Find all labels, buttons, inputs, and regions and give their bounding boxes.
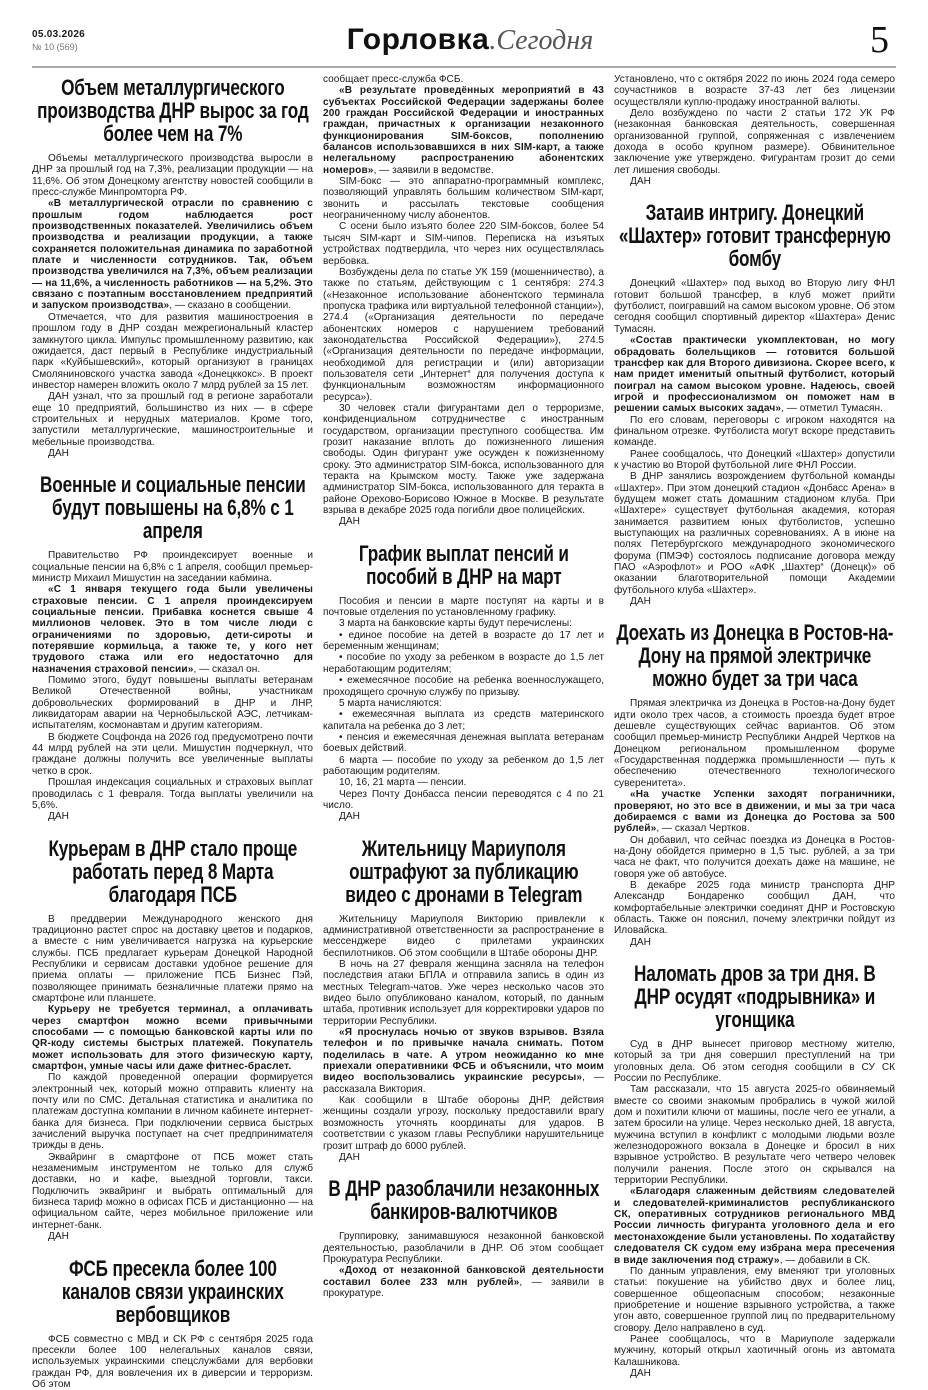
paragraph-text: , — сказано в сообщении. (169, 300, 291, 311)
article-paragraph (323, 755, 604, 778)
article-paragraph (32, 391, 313, 448)
paragraph-text: С осени было изъято более 220 SIM-боксов, более 54 тысяч SIM-карт и SIM-чипов. Переписка на изъятых устройствах подтвердила, что через них осуществлялась вербовка. (323, 221, 604, 266)
article-signature: ДАН (339, 811, 604, 822)
quote-text: Курьеру не требуется терминал, а оплачивать через смартфон можно всеми привычными способами — с помощью банковской карты или по QR-коду системы быстрых платежей. Покупатель может использовать для этого физическую карту, смартфон, умные часы или даже фитнес-браслет. (32, 1004, 313, 1072)
article-paragraph (32, 732, 313, 777)
paragraph-text: Дело возбуждено по части 2 статьи 172 УК РФ (незаконная банковская деятельность, совершенная организованной группой, сопряженная с извлечением дохода в особо крупном размере). Обвинительное заключение уже утверждено. Фигурантам грозит до семи лет лишения свободы. (614, 108, 895, 176)
article-paragraph (32, 153, 313, 198)
headline-text: Жительницу Мариуполя оштрафуют за публикацию видео с дронами в Telegram (323, 837, 604, 906)
article-paragraph (614, 698, 895, 789)
paragraph-text: • единое пособие на детей в возрасте до 17 лет и беременным женщинам; (323, 630, 604, 652)
paragraph-text: ФСБ совместно с МВД и СК РФ с сентября 2025 года пресекли более 100 нелегальных каналов связи, используемых украинскими спецслужбами для вербовки граждан РФ, для вовлечения их в диверсии и терроризм. Об этом (32, 1334, 313, 1390)
article-headline (32, 837, 313, 906)
article-paragraph (32, 198, 313, 311)
quote-text: «Я проснулась ночью от звуков взрывов. Взяла телефон и по привычке начала снимать. Потом поделилась в чате. А утром неожиданно ко мне приехали оперативники ФСБ и объяснили, что моим видео воспользовались украинские ресурсы» (323, 1027, 604, 1083)
paragraph-text: Пособия и пенсии в марте поступят на карты и в почтовые отделения по установленному графику. (323, 596, 604, 618)
article-paragraph (614, 74, 895, 108)
quote-text: «В результате проведённых мероприятий в 43 субъектах Российской Федерации задержаны более 200 граждан Российской Федерации и иностранных граждан, причастных к организации незаконного функционирования SIM-боксов, пополнению балансов использовавшихся в них SIM-карт, а также нелегальному распространению абонентских номеров» (323, 85, 604, 175)
paragraph-text: Возбуждены дела по статье УК 159 (мошенничество), а также по статьям, действующим с 1 сентября: 274.3 («Незаконное использование абонентского терминала пропуска трафика или виртуальной телефонной станции»), 274.4 («Организация деятельности по передаче абонентских номеров с нарушением требований законодательства Российской Федерации»), 274.5 («Организация деятельности по передаче информации, необходимой для регистрации и (или) авторизации пользователя сети „Интернет“ для получения доступа к функциональным возможностям информационного ресурса»). (323, 267, 604, 403)
paragraph-text: В бюджете Соцфонда на 2026 год предусмотрено почти 44 млрд рублей на эти цели. Мишустин подчеркнул, что граждане должны получить все увеличенные выплаты четко в срок. (32, 732, 313, 777)
paragraph-text: SIM-бокс — это аппаратно-программный комплекс, позволяющий управлять большим количеством SIM-карт, звонить и рассылать текстовые сообщения неограниченному числу абонентов. (323, 176, 604, 221)
article-paragraph (323, 959, 604, 1027)
article-paragraph (32, 675, 313, 732)
paragraph-text: Установлено, что с октября 2022 по июнь 2024 года семеро соучастников в возрасте 37-43 лет без лицензии осуществляли куплю-продажу иностранной валюты. (614, 74, 895, 108)
quote-text: «Состав практически укомплектован, но могу обрадовать болельщиков — готовится большой трансфер как для Второго дивизиона. Скорее всего, к нам придет именитый опытный футболист, который поиграл на самом высоком уровне. Надеюсь, своей игрой и профессионализмом он поможет нам в решении самых высоких задач» (614, 335, 895, 414)
column-1 (32, 74, 313, 1390)
paragraph-text: Суд в ДНР вынесет приговор местному жителю, который за три дня совершил преступлений на три уголовных дела. Об этом сегодня сообщили в СУ СК России по Республике. (614, 1039, 895, 1084)
issue-number: № 10 (569) (32, 42, 78, 52)
article-paragraph (323, 1265, 604, 1299)
article-paragraph (614, 880, 895, 937)
quote-text: «Доход от незаконной банковской деятельности составил более 233 млн рублей» (323, 1265, 604, 1287)
paragraph-text: Объемы металлургического производства выросли в ДНР за прошлый год на 7,3%, реализации продукции — на 11,6%. Об этом Донецкому агентству новостей сообщили в пресс-службе Минпромторга РФ. (32, 153, 313, 198)
article-paragraph (614, 1039, 895, 1084)
article-headline (614, 201, 895, 270)
paragraph-text: , — сказал он. (194, 664, 261, 675)
article-paragraph (323, 652, 604, 675)
paragraph-text: Отмечается, что для развития машиностроения в прошлом году в ДНР создан межрегиональный кластер замкнутого цикла. Импульс промышленному развитию, как ожидается, даст первый в Республике индустриальный парк «Куйбышевский», который организуют в границах Смоляниновского участка завода «Донецккокс». В проект инвестор намерен вложить около 7 млрд рублей за 15 лет. (32, 312, 313, 391)
issue-date: 05.03.2026 (32, 29, 85, 40)
paragraph-text: Как сообщили в Штабе обороны ДНР, действия женщины создали угрозу, поскольку предоставили врагу возможность уточнять координаты для ударов. В соответствии с указом главы Республики нарушительнице грозит штраф до 6000 рублей. (323, 1095, 604, 1151)
headline-text: ФСБ пресекла более 100 каналов связи украинских вербовщиков (32, 1257, 313, 1326)
article-paragraph (32, 312, 313, 391)
headline-text: В ДНР разоблачили незаконных банкиров-валютчиков (323, 1177, 604, 1223)
article-headline (614, 621, 895, 690)
headline-text: Затаив интригу. Донецкий «Шахтер» готовит трансферную бомбу (614, 201, 895, 270)
page-number: 5 (870, 20, 889, 60)
article-paragraph (323, 732, 604, 755)
paragraph-text: Жительницу Мариуполя Викторию привлекли к административной ответственности за распространение в мессенджере видео с прилетами украинских беспилотников. Об этом сообщили в Штабе обороны ДНР. (323, 914, 604, 959)
paragraph-text: В ДНР занялись возрождением футбольной команды «Шахтер». При этом донецкий стадион «Донбасс Арена» в будущем может стать домашним стадионом клуба. При «Шахтере» существует футбольная академия, которая занимается развитием юных футболистов, успешно выступающих на различных соревнованиях. А в июне на полях Петербургского международного экономического форума (ПМЭФ) состоялось подписание договора между ПАО «Аэрофлот» и РОО «АФК „Шахтер“ (Донецк)» об оказании благотворительной помощи Академии футбольного клуба «Шахтер». (614, 471, 895, 595)
article-paragraph (323, 1231, 604, 1265)
article-paragraph (32, 550, 313, 584)
article-paragraph (323, 789, 604, 812)
paragraph-text: В ночь на 27 февраля женщина засняла на телефон последствия атаки БПЛА и отправила запись в один из местных Telegram-чатов. Уже через несколько часов это видео было опубликовано каналом, который, по данным штаба, противник использует для корректировки ударов по территории Республики. (323, 959, 604, 1027)
article-paragraph (32, 1334, 313, 1390)
article-paragraph (614, 335, 895, 414)
paragraph-text: сообщает пресс-служба ФСБ. (323, 74, 463, 85)
article-paragraph (32, 777, 313, 811)
headline-text: График выплат пенсий и пособий в ДНР на март (323, 542, 604, 588)
paragraph-text: • ежемесячное пособие на ребенка военнослужащего, проходящего срочную службу по призыву. (323, 675, 604, 697)
article-signature: ДАН (48, 1231, 313, 1242)
article-paragraph (323, 777, 604, 788)
paragraph-text: В декабре 2025 года министр транспорта ДНР Александр Бондаренко сообщил ДАН, что комфортабельные электрички соединят ДНР и Ростовскую область. Также он пояснил, почему электрички пойдут из Иловайска. (614, 880, 895, 936)
article-paragraph (32, 1072, 313, 1151)
article-paragraph (323, 698, 604, 709)
quote-text: «В металлургической отрасли по сравнению с прошлым годом наблюдается рост производственных показателей. Увеличились объем производства и реализации продукции, а также сохраняется положительная динамика по заработной плате и численности сотрудников. Так, объем производства увеличился на 7,3%, объем реализации — на 11,6%, а численность работников — на 5,2%. Это связано с поэтапным восстановлением предприятий и запуском производства» (32, 198, 313, 311)
article-headline (32, 1257, 313, 1326)
headline-text: Курьерам в ДНР стало проще работать перед 8 Марта благодаря ПСБ (32, 837, 313, 906)
article-paragraph (614, 471, 895, 596)
masthead-sub: .Сегодня (489, 25, 593, 56)
paragraph-text: По данным управления, ему вменяют три уголовных статьи: покушение на убийство двух и более лиц, совершенное общеопасным способом; незаконные приобретение и ношение взрывного устройства, а также угон авто, совершенное группой лиц по предварительному сговору. Дело направлено в суд. (614, 1266, 895, 1334)
article-signature: ДАН (339, 1152, 604, 1163)
paragraph-text: Там рассказали, что 15 августа 2025-го обвиняемый вместе со своими знакомым пробрались в чужой жилой дом и похитили ключи от машины, после чего ее угнали, а затем бросили на улице. Через несколько дней, 18 августа, мужчина вступил в конфликт с молодыми людьми возле железнодорожного вокзала в Донецке и бросил в них взрывное устройство. В результате чего четверо человек получили ранения. После этого он скрывался на территории Республики. (614, 1084, 895, 1186)
paragraph-text: Он добавил, что сейчас поездка из Донецка в Ростов-на-Дону обойдется примерно в 1,5 тыс. рублей, а за три часа не факт, что получится доехать даже на машине, не говоря уже об автобусе. (614, 835, 895, 880)
article-paragraph (32, 914, 313, 1005)
paragraph-text: Ранее сообщалось, что Донецкий «Шахтер» допустили к участию во Второй футбольной лиге ФНЛ России. (614, 449, 895, 471)
paragraph-text: 5 марта начисляются: (339, 698, 442, 709)
article-paragraph (323, 630, 604, 653)
paragraph-text: Прямая электричка из Донецка в Ростов-на-Дону будет идти около трех часов, а стоимость проезда будет втрое дешевле существующих сейчас вариантов. Об этом сообщил премьер-министр Республики Андрей Чертков на Донецком региональном промышленном форуме «Государственная поддержка промышленности — путь к обеспечению отечественного технологического суверенитета». (614, 698, 895, 788)
article-paragraph (323, 221, 604, 266)
headline-text: Военные и социальные пенсии будут повышены на 6,8% с 1 апреля (32, 473, 313, 542)
quote-text: «Благодаря слаженным действиям следователей и следователей-криминалистов республиканского СК, оперативных сотрудников регионального МВД России личность фигуранта уголовного дела и его местонахождение были установлены. По ходатайству следователя СК судом ему избрана мера пресечения в виде заключения под стражу» (614, 1186, 895, 1265)
article-headline (32, 76, 313, 145)
masthead-main: Горловка (347, 23, 490, 56)
paragraph-text: , — сказал Чертков. (656, 823, 749, 834)
quote-text: «С 1 января текущего года были увеличены страховые пенсии. С 1 апреля проиндексируем социальные пенсии. Прибавка коснется свыше 4 миллионов человек. Это в том числе люди с ограничениями по здоровью, дети-сироты и потерявшие кормильца, а также те, у кого нет трудового стажа или его недостаточно для назначения страховой пенсии» (32, 584, 313, 674)
article-paragraph (614, 278, 895, 335)
article-headline (614, 962, 895, 1031)
article-headline (323, 542, 604, 588)
article-paragraph (323, 1095, 604, 1152)
article-paragraph (323, 85, 604, 176)
paragraph-text: В преддверии Международного женского дня традиционно растет спрос на доставку цветов и подарков, а вместе с ним увеличивается нагрузка на курьерские службы. ПСБ предлагает курьерам Донецкой Народной Республики и сервисам доставки удобное решение для приема оплаты — приложение ПСБ Бизнес Пэй, позволяющее принимать безналичные платежи прямо на смартфоне или планшете. (32, 914, 313, 1004)
paragraph-text: Правительство РФ проиндексирует военные и социальные пенсии на 6,8% с 1 апреля, сообщил премьер-министр Михаил Мишустин на заседании кабмина. (32, 550, 313, 584)
header-divider (32, 66, 896, 68)
article-paragraph (614, 1186, 895, 1265)
article-paragraph (323, 74, 604, 85)
article-paragraph (323, 709, 604, 732)
paragraph-text: Прошлая индексация социальных и страховых выплат проводилась с 1 февраля. Тогда выплаты увеличили на 5,6%. (32, 777, 313, 811)
article-paragraph (323, 1027, 604, 1095)
article-headline (323, 837, 604, 906)
article-paragraph (32, 1152, 313, 1231)
paragraph-text: , — заявили в прокуратуре. (323, 1277, 604, 1299)
article-signature: ДАН (630, 1368, 895, 1379)
article-paragraph (614, 789, 895, 834)
paragraph-text: По его словам, переговоры с игроком находятся на финальном отрезке. Футболиста могут вскоре представить команде. (614, 415, 895, 449)
quote-text: «На участке Успенки заходят пограничники, проверяют, но это все в движении, и мы за три часа добираемся с вами из Донецка до Ростова за 500 рублей» (614, 789, 895, 834)
article-paragraph (323, 176, 604, 221)
masthead-logo (300, 22, 640, 59)
article-paragraph (323, 596, 604, 619)
article-paragraph (32, 1004, 313, 1072)
paragraph-text: , — рассказала Виктория. (323, 1072, 604, 1094)
article-signature: ДАН (48, 811, 313, 822)
headline-text: Объем металлургического производства ДНР вырос за год более чем на 7% (32, 76, 313, 145)
article-paragraph (614, 415, 895, 449)
paragraph-text: , — заявили в ведомстве. (374, 165, 494, 176)
headline-text: Наломать дров за три дня. В ДНР осудят «подрывника» и угонщика (614, 962, 895, 1031)
article-paragraph (614, 449, 895, 472)
paragraph-text: По каждой проведенной операции формируется электронный чек, который можно отправить клиенту на почту или по СМС. Детальная статистика и аналитика по платежам доступна компании в личном кабинете интернет-банка для бизнеса. При подключении сервиса быстрых зачислений выручка поступает на счет предпринимателя трижды в день. (32, 1072, 313, 1151)
paragraph-text: , — добавили в СК. (780, 1255, 871, 1266)
article-headline (323, 1177, 604, 1223)
article-paragraph (323, 618, 604, 629)
paragraph-text: Группировку, занимавшуюся незаконной банковской деятельностью, разоблачили в ДНР. Об этом сообщает Прокуратура Республики. (323, 1231, 604, 1265)
article-headline (32, 473, 313, 542)
article-paragraph (323, 403, 604, 516)
headline-text: Доехать из Донецка в Ростов-на-Дону на прямой электричке можно будет за три часа (614, 621, 895, 690)
paragraph-text: Помимо этого, будут повышены выплаты ветеранам Великой Отечественной войны, участникам добровольческих формирований в ДНР и ЛНР, ликвидаторам аварии на Чернобыльской АЭС, летчикам-испытателям, космонавтам и другим категориям. (32, 675, 313, 731)
paragraph-text: ДАН узнал, что за прошлый год в регионе заработали еще 10 предприятий, большинство из них — в сфере строительных и нерудных материалов. Кроме того, запустили металлургические, машиностроительные и мебельные производства. (32, 391, 313, 447)
paragraph-text: • пособие по уходу за ребенком в возрасте до 1,5 лет неработающим родителям; (323, 652, 604, 674)
article-paragraph (614, 108, 895, 176)
article-paragraph (614, 1334, 895, 1368)
paragraph-text: • ежемесячная выплата из средств материнского капитала на ребенка до 3 лет; (323, 709, 604, 731)
paragraph-text: Через Почту Донбасса пенсии переводятся с 4 по 21 число. (323, 789, 604, 811)
paragraph-text: 10, 16, 21 марта — пенсии. (339, 777, 466, 788)
paragraph-text: 30 человек стали фигурантами дел о терроризме, конфиденциальном сотрудничестве с иностранным государством, организации преступного сообщества. Им грозит наказание вплоть до пожизненного лишения свободы. Один фигурант уже осужден к пожизненному сроку. Это администратор SIM-бокса, использованного для теракта на Крымском мосту. Также уже задержана администратор SIM-бокса, использованного для теракта в районе Орехово-Борисово Южное в Москве. В результате взрыва в декабре 2025 года погибли двое полицейских. (323, 403, 604, 516)
article-signature: ДАН (630, 176, 895, 187)
article-signature: ДАН (630, 596, 895, 607)
column-2 (323, 74, 604, 1299)
column-3 (614, 74, 895, 1383)
article-paragraph (323, 267, 604, 403)
paragraph-text: Донецкий «Шахтер» под выход во Вторую лигу ФНЛ готовит большой трансфер, в клуб может прийти футболист, поигравший на самом высоком уровне. Об этом сегодня сообщил спортивный директор «Шахтера» Денис Тумасян. (614, 278, 895, 334)
article-signature: ДАН (339, 516, 604, 527)
article-signature: ДАН (48, 448, 313, 459)
paragraph-text: 6 марта — пособие по уходу за ребенком до 1,5 лет работающим родителям. (323, 755, 604, 777)
article-paragraph (32, 584, 313, 675)
paragraph-text: • пенсия и ежемесячная денежная выплата ветеранам боевых действий. (323, 732, 604, 754)
paragraph-text: 3 марта на банковские карты будут перечислены: (339, 618, 572, 629)
paragraph-text: Ранее сообщалось, что в Мариуполе задержали мужчину, который открыл хаотичный огонь из автомата Калашникова. (614, 1334, 895, 1368)
paragraph-text: , — отметил Тумасян. (781, 403, 883, 414)
article-paragraph (614, 1084, 895, 1186)
article-paragraph (323, 675, 604, 698)
article-signature: ДАН (630, 937, 895, 948)
article-paragraph (614, 1266, 895, 1334)
paragraph-text: Эквайринг в смартфоне от ПСБ может стать незаменимым инструментом не только для служб доставки, но и кафе, выездной торговли, такси. Подключить эквайринг и выбрать оптимальный для бизнеса тариф можно в офисах ПСБ и дистанционно — на официальном сайте, через мобильное приложение или интернет-банк. (32, 1152, 313, 1231)
article-paragraph (614, 835, 895, 880)
article-paragraph (323, 914, 604, 959)
